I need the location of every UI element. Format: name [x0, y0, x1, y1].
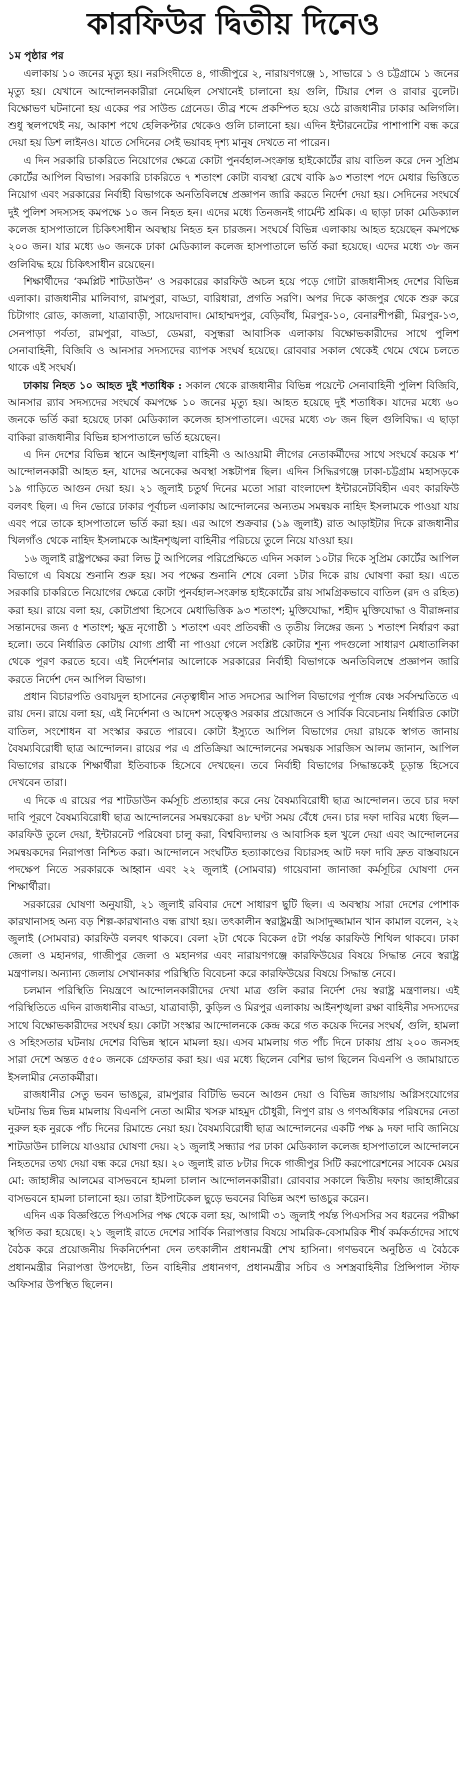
- article-paragraph: রাজধানীর সেতু ভবন ভাঙচুর, রামপুরার বিটিভি ভবনে আগুন দেয়া ও বিভিন্ন জায়গায় অগ্নিসংযোগের ঘটনায় ভিন্ন ভিন্ন মামলায় বিএনপি নেতা আমীর খসরু মাহমুদ চৌধুরী, নিপুণ রায় ও গণঅধিকার পরিষদের নেতা নুরুল হক নুরকে পাঁচ দিনের রিমান্ডে নেয়া হয়। বৈষম্যবিরোধী ছাত্র আন্দোলনের একটি পক্ষ ৯ দফা দাবি জানিয়ে শাটডাউন চালিয়ে যাওয়ার ঘোষণা দেয়। ২১ জুলাই সন্ধ্যার পর ঢাকা মেডিক্যাল কলেজ হাসপাতালে আন্দোলনে নিহতদের তথ্য দেয়া বন্ধ করে দেয়া হয়। ২০ জুলাই রাত ৮টার দিকে গাজীপুর সিটি করপোরেশনের সাবেক মেয়র মো: জাহাঙ্গীর আলমের বাসভবনে হামলা চালান আন্দোলনকারীরা। রোববার সকালে দ্বিতীয় দফায় জাহাঙ্গীরের বাসভবনে হামলা চালানো হয়। তারা ইটপাটকেল ছুড়ে ভবনের বিভিন্ন অংশ ভাঙচুর করেন।: [8, 1088, 459, 1205]
- article-paragraph: এদিন এক বিজ্ঞপ্তিতে পিএসসির পক্ষ থেকে বলা হয়, আগামী ৩১ জুলাই পর্যন্ত পিএসসির সব ধরনের পরীক্ষা স্থগিত করা হয়েছে। ২১ জুলাই রাতে দেশের সার্বিক নিরাপত্তার বিষয়ে সামরিক-বেসামরিক শীর্ষ কর্মকর্তাদের সাথে বৈঠক করে প্রয়োজনীয় দিকনির্দেশনা দেন তৎকালীন প্রধানমন্ত্রী শেখ হাসিনা। গণভবনে অনুষ্ঠিত এ বৈঠকে প্রধানমন্ত্রীর নিরাপত্তা উপদেষ্টা, তিন বাহিনীর প্রধানগণ, প্রধানমন্ত্রীর সচিব ও সশস্ত্রবাহিনীর প্রিন্সিপাল স্টাফ অফিসার উপস্থিত ছিলেন।: [8, 1209, 459, 1292]
- subsection-heading: ঢাকায় নিহত ১০ আহত দুই শতাধিক :: [23, 379, 182, 392]
- article-paragraph: সরকারের ঘোষণা অনুযায়ী, ২১ জুলাই রবিবার দেশে সাধারণ ছুটি ছিল। এ অবস্থায় সারা দেশের পোশাক কারখানাসহ অন্য বড় শিল্প-কারখানাও বন্ধ রাখা হয়। তৎকালীন স্বরাষ্ট্রমন্ত্রী আসাদুজ্জামান খান কামাল বলেন, ২২ জুলাই (সোমবার) কারফিউ বলবৎ থাকবে। বেলা ২টা থেকে বিকেল ৫টা পর্যন্ত কারফিউ শিথিল থাকবে। ঢাকা জেলা ও মহানগর, গাজীপুর জেলা ও মহানগর এবং নারায়ণগঞ্জে কারফিউয়ের বিষয়ে সিদ্ধান্ত নেবে স্বরাষ্ট্র মন্ত্রণালয়। অন্যান্য জেলায় সেখানকার পরিস্থিতি বিবেচনা করে কারফিউয়ের বিষয়ে সিদ্ধান্ত নেবে।: [8, 898, 459, 980]
- article-paragraph: এ দিকে এ রায়ের পর শাটডাউন কর্মসূচি প্রত্যাহার করে নেয় বৈষম্যবিরোধী ছাত্র আন্দোলন। তবে চার দফা দাবি পূরণে বৈষম্যবিরোধী ছাত্র আন্দোলনের সমন্বয়কেরা ৪৮ ঘণ্টা সময় বেঁধে দেন। চার দফা দাবির মধ্যে ছিল— কারফিউ তুলে দেয়া, ইন্টারনেট পরিষেবা চালু করা, বিশ্ববিদ্যালয় ও আবাসিক হল খুলে দেয়া এবং আন্দোলনের সমন্বয়কদের নিরাপত্তা নিশ্চিত করা। আন্দোলনে সংঘটিত হত্যাকাণ্ডের বিচারসহ আট দফা দাবি দ্রুত বাস্তবায়নে পদক্ষেপ নিতে সরকারকে আহ্বান এবং ২২ জুলাই (সোমবার) গায়েবানা জানাজা কর্মসূচির ঘোষণা দেন শিক্ষার্থীরা।: [8, 794, 459, 894]
- subsection-paragraph: [8, 378, 459, 447]
- article-paragraph: ১৬ জুলাই রাষ্ট্রপক্ষের করা লিভ টু আপিলের পরিপ্রেক্ষিতে এদিন সকাল ১০টার দিকে সুপ্রিম কোর্টের আপিল বিভাগে এ বিষয়ে শুনানি শুরু হয়। সব পক্ষের শুনানি শেষে বেলা ১টার দিকে রায় ঘোষণা করা হয়। এতে সরকারি চাকরিতে নিয়োগের ক্ষেত্রে কোটা পুনর্বহাল-সংক্রান্ত হাইকোর্টের রায় সামগ্রিকভাবে বাতিল (রদ ও রহিত) করা হয়। রায়ে বলা হয়, কোটাপ্রথা হিসেবে মেধাভিত্তিক ৯৩ শতাংশ; মুক্তিযোদ্ধা, শহীদ মুক্তিযোদ্ধা ও বীরাঙ্গনার সন্তানদের জন্য ৫ শতাংশ; ক্ষুদ্র নৃগোষ্ঠী ১ শতাংশ এবং প্রতিবন্ধী ও তৃতীয় লিঙ্গের জন্য ১ শতাংশ নির্ধারণ করা হলো। তবে নির্ধারিত কোটায় যোগ্য প্রার্থী না পাওয়া গেলে সংশ্লিষ্ট কোটার শূন্য পদগুলো সাধারণ মেধাতালিকা থেকে পূরণ করতে হবে। এই নির্দেশনার আলোকে সরকারের নির্বাহী বিভাগকে অনতিবিলম্বে প্রজ্ঞাপন জারি করতে নির্দেশ দেন আপিল বিভাগ।: [8, 552, 459, 686]
- continued-from-label: ১ম পৃষ্ঠার পর: [8, 50, 64, 62]
- article-paragraph: এ দিন দেশের বিভিন্ন স্থানে আইনশৃঙ্খলা বাহিনী ও আওয়ামী লীগের নেতাকর্মীদের সাথে সংঘর্ষে কয়েক শ’ আন্দোলনকারী আহত হন, যাদের অনেকের অবস্থা সঙ্কটাপন্ন ছিল। এদিন সিদ্ধিরগঞ্জে ঢাকা-চট্টগ্রাম মহাসড়কে ১৯ গাড়িতে আগুন দেয়া হয়। ২১ জুলাই চতুর্থ দিনের মতো সারা বাংলাদেশ ইন্টারনেটবিহীন এবং কারফিউ বলবৎ ছিল। এ দিন ভোরে ঢাকার পূর্বাচল এলাকায় আন্দোলনের অন্যতম সমন্বয়ক নাহিদ ইসলামকে পাওয়া যায় এবং পরে তাকে হাসপাতালে ভর্তি করা হয়। এর আগে শুক্রবার (১৯ জুলাই) রাত আড়াইটার দিকে রাজধানীর খিলগাঁও থেকে নাহিদ ইসলামকে আইনশৃঙ্খলা বাহিনীর পরিচয়ে তুলে নিয়ে যাওয়া হয়।: [8, 448, 459, 548]
- article-paragraph: শিক্ষার্থীদের ‘কমপ্লিট শাটডাউন’ ও সরকারের কারফিউ অচল হয়ে পড়ে গোটা রাজধানীসহ দেশের বিভিন্ন এলাকা। রাজধানীর মালিবাগ, রামপুরা, বাড্ডা, বারিধারা, প্রগতি সরণি। অপর দিকে কাজপুর থেকে শুরু করে চিটাগাং রোড, কাজলা, যাত্রাবাড়ী, সায়েদাবাদ। মোহাম্মদপুর, বেড়িবাঁধ, মিরপুর-১০, বেনারশীপল্লী, মিরপুর-১৩, সেনপাড়া পর্বতা, রামপুরা, বাড্ডা, ডেমরা, বসুন্ধরা আবাসিক এলাকায় বিক্ষোভকারীদের সাথে পুলিশ সেনাবাহিনী, বিজিবি ও আনসার সদস্যদের ব্যাপক সংঘর্ষ হয়েছে। রোববার সকাল থেকেই থেমে থেমে চলতে থাকে এই সংঘর্ষ।: [8, 275, 459, 375]
- article-paragraph: চলমান পরিস্থিতি নিয়ন্ত্রণে আন্দোলনকারীদের দেখা মাত্র গুলি করার নির্দেশ দেয় স্বরাষ্ট্র মন্ত্রণালয়। এই পরিস্থিতিতে এদিন রাজধানীর বাড্ডা, যাত্রাবাড়ী, কুড়িল ও মিরপুর এলাকায় আইনশৃঙ্খলা রক্ষা বাহিনীর সদস্যদের সাথে বিক্ষোভকারীদের সংঘর্ষ হয়। কোটা সংস্কার আন্দোলনকে কেন্দ্র করে গত কয়েক দিনের সংঘর্ষ, গুলি, হামলা ও সহিংসতার ঘটনায় দেশের বিভিন্ন স্থানে মামলা হয়। এসব মামলায় গত পাঁচ দিনে ঢাকায় প্রায় ২০০ জনসহ সারা দেশে অন্তত ৫৫০ জনকে গ্রেফতার করা হয়। এর মধ্যে ছিলেন বেশির ভাগ ছিলেন বিএনপি ও জামায়াতে ইসলামীর নেতাকর্মীরা।: [8, 985, 459, 1084]
- article-paragraph: প্রধান বিচারপতি ওবায়দুল হাসানের নেতৃত্বাধীন সাত সদস্যের আপিল বিভাগের পূর্ণাঙ্গ বেঞ্চ সর্বসম্মতিতে এ রায় দেন। রায়ে বলা হয়, এই নির্দেশনা ও আদেশ সত্ত্বেও সরকার প্রয়োজনে ও সার্বিক বিবেচনায় নির্ধারিত কোটা বাতিল, সংশোধন বা সংস্কার করতে পারবে। কোটা ইস্যুতে আপিল বিভাগের দেয়া রায়কে স্বাগত জানায় বৈষম্যবিরোধী ছাত্র আন্দোলন। রায়ের পর এ প্রতিক্রিয়া আন্দোলনের সমন্বয়ক সারজিস আলম জানান, আপিল বিভাগের রায়কে শিক্ষার্থীরা ইতিবাচক হিসেবে দেখছেন। তবে নির্বাহী বিভাগের সিদ্ধান্তকেই চূড়ান্ত হিসেবে দেখবেন তারা।: [8, 690, 459, 790]
- article-paragraph: এলাকায় ১০ জনের মৃত্যু হয়। নরসিংদীতে ৪, গাজীপুরে ২, নারায়ণগঞ্জে ১, সাভারে ১ ও চট্টগ্রামে ১ জনের মৃত্যু হয়। যেখানে আন্দোলনকারীরা নেমেছিল সেখানেই চালানো হয় গুলি, টিয়ার শেল ও রাবার বুলেট। বিক্ষোভণ ঘটনানো হয় একের পর সাউন্ড গ্রেনেড। তীব্র শব্দে প্রকম্পিত হয়ে ওঠে রাজধানীর ঢাকার অলিগলি। শুধু স্থলপথেই নয়, আকাশ পথে হেলিকপ্টার থেকেও গুলি চালানো হয়। এদিন ইন্টারনেটের পাশাপাশি বন্ধ করে দেয়া হয় ডিশ লাইনও। যাতে সেদিনের সেই ভয়াবহ দৃশ্য মানুষ দেখতে না পারেন।: [8, 68, 459, 150]
- article-paragraph: এ দিন সরকারি চাকরিতে নিয়োগের ক্ষেত্রে কোটা পুনর্বহাল-সংক্রান্ত হাইকোর্টের রায় বাতিল করে দেন সুপ্রিম কোর্টের আপিল বিভাগ। সরকারি চাকরিতে ৭ শতাংশ কোটা ব্যবস্থা রেখে বাকি ৯৩ শতাংশ পদে মেধার ভিত্তিতে নিয়োগ এবং সরকারের নির্বাহী বিভাগকে অনতিবিলম্বে প্রজ্ঞাপন জারি করতে নির্দেশ দেয়া হয়। সেদিনের সংঘর্ষে দুই পুলিশ সদস্যসহ কমপক্ষে ১০ জন নিহত হন। এদের মধ্যে তিনজনই গার্মেন্ট শ্রমিক। এ ছাড়া ঢাকা মেডিক্যাল কলেজ হাসপাতালে চিকিৎসাধীন অবস্থায় নিহত হন চারজন। সংঘর্ষে বিভিন্ন এলাকায় আহত হয়েছেন কমপক্ষে ২০০ জন। যার মধ্যে ৬০ জনকে ঢাকা মেডিক্যাল কলেজ হাসপাতালে ভর্তি করা হয়েছে। এদের মধ্যে ৩৮ জন গুলিবিদ্ধ হয়ে চিকিৎসাধীন রয়েছেন।: [8, 154, 459, 271]
- subsection-lead-text: সকাল থেকে রাজধানীর বিভিন্ন পয়েন্টে সেনাবাহিনী পুলিশ বিজিবি, আনসার র‌্যাব সদস্যদের সংঘর্ষে কমপক্ষে ১০ জনের মৃত্যু হয়। আহত হয়েছে দুই শতাধিক। যাদের মধ্যে ৬০ জনকে ভর্তি করা হয়েছে ঢাকা মেডিক্যাল কলেজ হাসপাতালে। এদের মধ্যে ৩৮ জন ছিল গুলিবিদ্ধ। এ ছাড়া বাকিরা রাজধানীর বিভিন্ন হাসপাতালে ভর্তি হয়েছেন।: [8, 379, 459, 444]
- headline: কারফিউর দ্বিতীয় দিনেও: [87, 7, 380, 42]
